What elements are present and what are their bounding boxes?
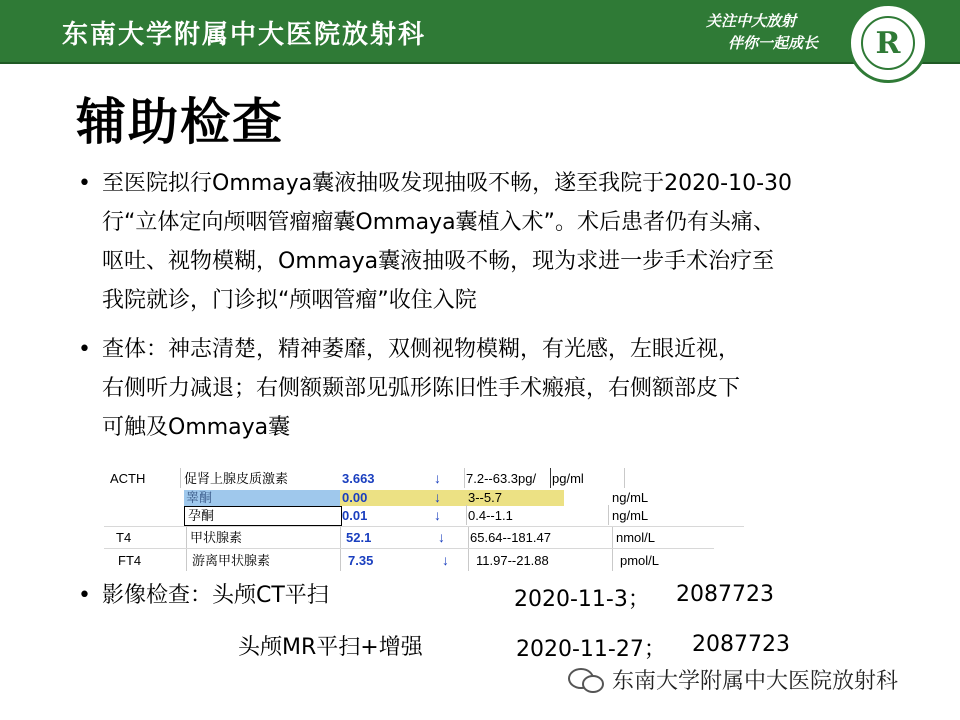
bullet-line: 至医院拟行Ommaya囊液抽吸发现抽吸不畅，遂至我院于2020-10-30 xyxy=(102,171,793,196)
grid-line xyxy=(612,527,613,571)
grid-line xyxy=(464,468,465,488)
lab-unit: pmol/L xyxy=(620,553,660,568)
header-bar xyxy=(0,0,960,64)
grid-line xyxy=(550,468,551,488)
down-arrow-icon: ↓ xyxy=(434,507,441,523)
grid-line xyxy=(104,526,744,527)
bullet-line: 可触及Ommaya囊 xyxy=(102,415,291,440)
lab-value: 3.663 xyxy=(342,471,375,486)
wechat-icon xyxy=(566,664,604,694)
lab-range: 3--5.7 xyxy=(468,490,502,505)
header-title: 东南大学附属中大医院放射科 xyxy=(62,20,427,50)
lab-name: 促肾上腺皮质激素 xyxy=(184,471,289,486)
mr-id: 2087723 xyxy=(692,632,790,657)
grid-line xyxy=(340,527,341,571)
ct-date: 2020-11-3； xyxy=(514,587,650,612)
lab-code: FT4 xyxy=(118,553,142,568)
lab-code: ACTH xyxy=(110,471,146,486)
grid-line xyxy=(180,468,181,488)
watermark xyxy=(566,662,898,696)
mr-label: 头颅MR平扫+增强 xyxy=(238,635,423,660)
bullet-dot: • xyxy=(78,337,91,362)
slogan-line1: 关注中大放射 xyxy=(706,12,797,30)
grid-line xyxy=(186,527,187,571)
lab-results-table xyxy=(104,468,750,574)
down-arrow-icon: ↓ xyxy=(434,489,441,505)
down-arrow-icon: ↓ xyxy=(438,529,445,545)
lab-code: T4 xyxy=(116,530,132,545)
lab-range: 11.97--21.88 xyxy=(476,553,549,568)
grid-line xyxy=(468,527,469,571)
bullet-line: 右侧听力减退；右侧额颞部见弧形陈旧性手术瘢痕，右侧额部皮下 xyxy=(102,376,741,401)
page-title: 辅助检查 xyxy=(76,93,284,151)
hospital-logo xyxy=(848,3,928,83)
lab-name: 睾酮 xyxy=(186,490,213,505)
lab-unit: ng/mL xyxy=(612,508,649,523)
grid-line xyxy=(466,505,467,525)
lab-unit: nmol/L xyxy=(616,530,656,545)
lab-value: 0.01 xyxy=(342,508,368,523)
lab-unit: ng/mL xyxy=(612,490,649,505)
grid-line xyxy=(608,505,609,525)
header-slogan xyxy=(706,10,818,54)
bullet-line: 查体：神志清楚，精神萎靡，双侧视物模糊，有光感，左眼近视， xyxy=(102,337,741,362)
bullet-dot: • xyxy=(78,583,91,608)
lab-range: 65.64--181.47 xyxy=(470,530,551,545)
down-arrow-icon: ↓ xyxy=(442,552,449,568)
lab-value: 0.00 xyxy=(342,490,368,505)
grid-line xyxy=(624,468,625,488)
watermark-text: 东南大学附属中大医院放射科 xyxy=(612,668,899,694)
lab-value: 7.35 xyxy=(348,553,374,568)
logo-mark: R xyxy=(875,26,901,61)
lab-name: 孕酮 xyxy=(188,508,215,523)
table-row xyxy=(104,550,724,571)
table-row xyxy=(104,527,724,548)
ct-id: 2087723 xyxy=(676,582,774,607)
bullet-line: 我院就诊，门诊拟“颅咽管瘤”收住入院 xyxy=(102,288,477,313)
mr-date: 2020-11-27； xyxy=(516,637,666,662)
imaging-label: 影像检查：头颅CT平扫 xyxy=(102,583,329,608)
lab-range: 0.4--1.1 xyxy=(468,508,513,523)
lab-value: 52.1 xyxy=(346,530,372,545)
slogan-line2: 伴你一起成长 xyxy=(728,34,819,52)
table-row xyxy=(104,505,704,526)
table-row xyxy=(104,468,624,489)
logo-ring xyxy=(861,16,915,70)
bullet-dot: • xyxy=(78,171,91,196)
lab-unit: pg/ml xyxy=(552,471,584,486)
down-arrow-icon: ↓ xyxy=(434,470,441,486)
lab-name: 游离甲状腺素 xyxy=(192,553,271,568)
bullet-line: 呕吐、视物模糊，Ommaya囊液抽吸不畅，现为求进一步手术治疗至 xyxy=(102,249,775,274)
bullet-line: 行“立体定向颅咽管瘤瘤囊Ommaya囊植入术”。术后患者仍有头痛、 xyxy=(102,210,775,235)
lab-name: 甲状腺素 xyxy=(190,530,243,545)
grid-line xyxy=(104,548,714,549)
lab-range: 7.2--63.3pg/ xyxy=(466,471,537,486)
